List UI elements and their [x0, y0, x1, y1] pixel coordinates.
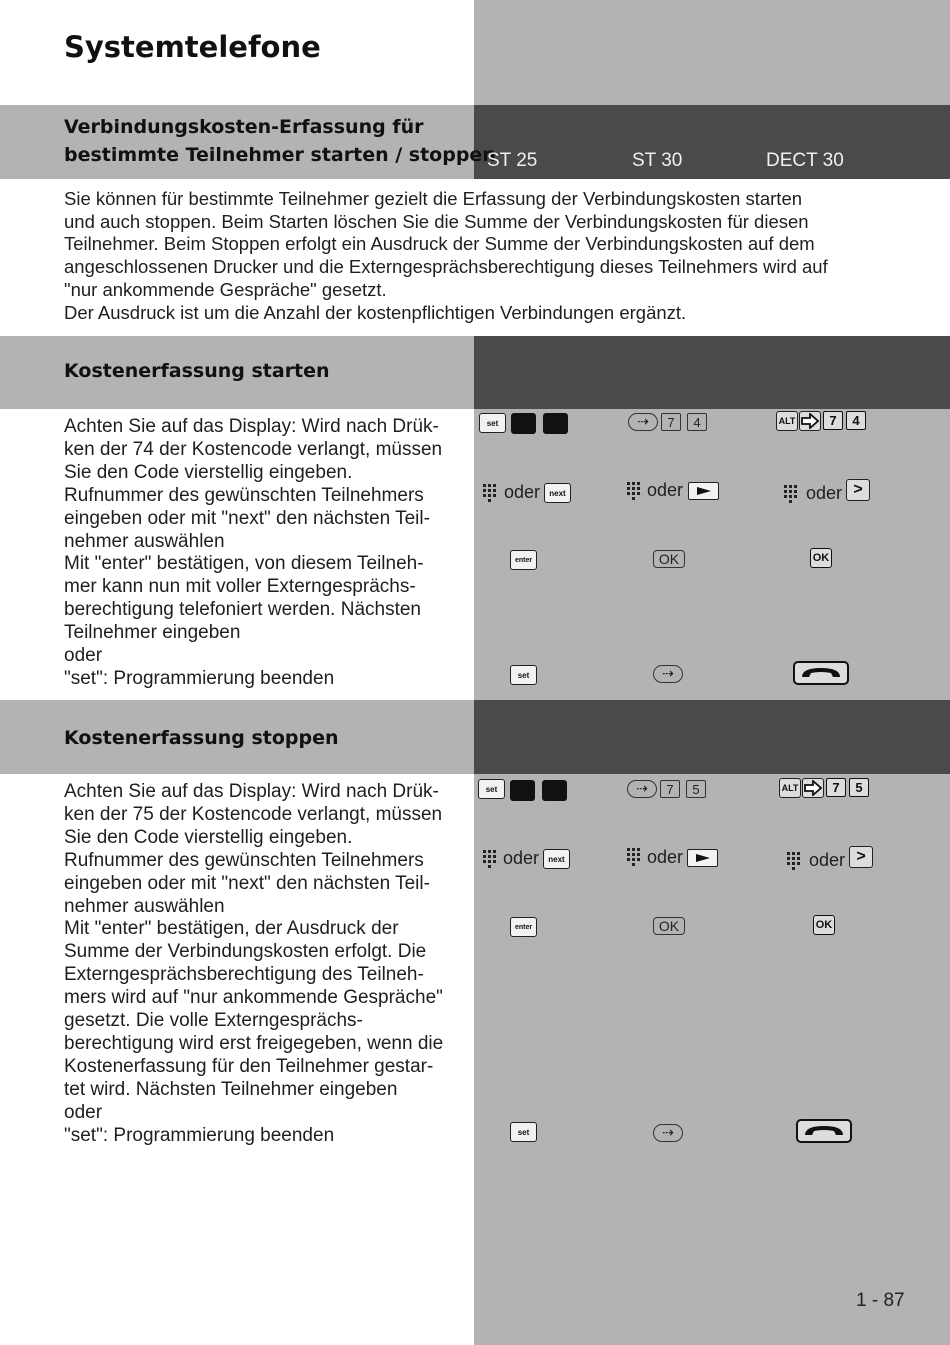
column-header-dect30: DECT 30 [766, 150, 844, 171]
start-heading: Kostenerfassung starten [64, 360, 330, 382]
start-device-band [474, 336, 950, 409]
set-key: set [510, 1122, 537, 1142]
enter-key: enter [510, 917, 537, 937]
digit-key: 4 [687, 413, 707, 431]
digit-key: 7 [826, 778, 846, 797]
ok-key: OK [810, 548, 832, 568]
arrow-key-icon: ⇢ [628, 413, 658, 431]
keypad-icon [483, 484, 497, 502]
column-header-st30: ST 30 [632, 150, 683, 171]
page-number: 1 - 87 [856, 1290, 905, 1311]
set-key: set [478, 779, 505, 799]
alt-key: ALT [776, 411, 798, 431]
digit-key: 4 [846, 411, 866, 430]
keypad-icon [627, 482, 641, 500]
oder-label: oder [647, 480, 684, 500]
handset-icon [796, 1119, 852, 1143]
arrow-right-bold-icon [799, 411, 821, 431]
digit-key: 5 [686, 780, 706, 798]
oder-label: oder [806, 483, 843, 503]
blank-key [543, 413, 568, 434]
play-right-icon [687, 849, 718, 867]
next-key: next [543, 849, 570, 869]
digit-key: 7 [661, 413, 681, 431]
stop-device-band [474, 700, 950, 774]
stop-instructions: Achten Sie auf das Display: Wird nach Drük- ken der 75 der Kostencode verlangt, müssen Sie den Code vierstellig eingeben. Rufnummer des gewünschten Teilnehmers eingeben oder mit "next" den nächsten Teil- nehmer auswählen Mit "enter" bestätigen, der Ausdruck der Summe der Verbindungskosten erfolgt. Die Externgesprächsberechtigung des Teilneh- mers wird auf "nur ankommende Gespräche" gesetzt. Die volle Externgesprächs- berechtigung wird erst freigegeben, wenn die Kostenerfassung für den Teilnehmer gestar- tet wird. Nächsten Teilnehmer eingeben oder "set": Programmierung beenden [64, 781, 444, 1146]
ok-key: OK [653, 550, 685, 568]
set-key: set [479, 413, 506, 433]
digit-key: 7 [823, 411, 843, 430]
handset-icon [793, 661, 849, 685]
intro-text: Sie können für bestimmte Teilnehmer gezielt die Erfassung der Verbindungskosten starten und auch stoppen. Beim Starten löschen Sie die Summe der Verbindungskosten für diesen Teilnehmer. Beim Stoppen erfolgt ein Ausdruck der Summe der Verbindungskosten auf dem angeschlossenen Drucker und die Externgesprächsberechtigung dieses Teilnehmers wird auf "nur ankommende Gespräche" gesetzt. Der Ausdruck ist um die Anzahl der kostenpflichtigen Verbindungen ergänzt. [64, 188, 828, 323]
oder-label: oder [647, 847, 684, 867]
blank-key [511, 413, 536, 434]
arrow-key-icon: ⇢ [653, 665, 683, 683]
digit-key: 7 [660, 780, 680, 798]
oder-label: oder [503, 848, 540, 868]
digit-key: 5 [849, 778, 869, 797]
arrow-right-bold-icon [802, 778, 824, 798]
oder-label: oder [504, 482, 541, 502]
ok-key: OK [813, 915, 835, 935]
device-header-band [474, 105, 950, 179]
ok-key: OK [653, 917, 685, 935]
keypad-icon [787, 852, 801, 870]
keypad-icon [627, 848, 641, 866]
arrow-key-icon: ⇢ [627, 780, 657, 798]
alt-key: ALT [779, 778, 801, 798]
page-title: Systemtelefone [64, 30, 321, 64]
next-key: next [544, 483, 571, 503]
set-key: set [510, 665, 537, 685]
play-right-icon [688, 482, 719, 500]
blank-key [510, 780, 535, 801]
stop-heading: Kostenerfassung stoppen [64, 727, 339, 749]
column-header-st25: ST 25 [487, 150, 538, 171]
oder-label: oder [809, 850, 846, 870]
enter-key: enter [510, 550, 537, 570]
arrow-key-icon: ⇢ [653, 1124, 683, 1142]
chevron-right-icon: > [849, 846, 873, 868]
keypad-icon [483, 850, 497, 868]
blank-key [542, 780, 567, 801]
keypad-icon [784, 485, 798, 503]
section-heading: Verbindungskosten-Erfassung für bestimmte Teilnehmer starten / stoppen [64, 116, 496, 166]
chevron-right-icon: > [846, 479, 870, 501]
start-instructions: Achten Sie auf das Display: Wird nach Drük- ken der 74 der Kostencode verlangt, müssen Sie den Code vierstellig eingeben. Rufnummer des gewünschten Teilnehmers eingeben oder mit "next" den nächsten Teil- nehmer auswählen Mit "enter" bestätigen, von diesem Teilneh- mer kann nun mit voller Externgesprächs- berechtigung telefoniert werden. Nächsten Teilnehmer eingeben oder "set": Programmierung beenden [64, 416, 443, 689]
